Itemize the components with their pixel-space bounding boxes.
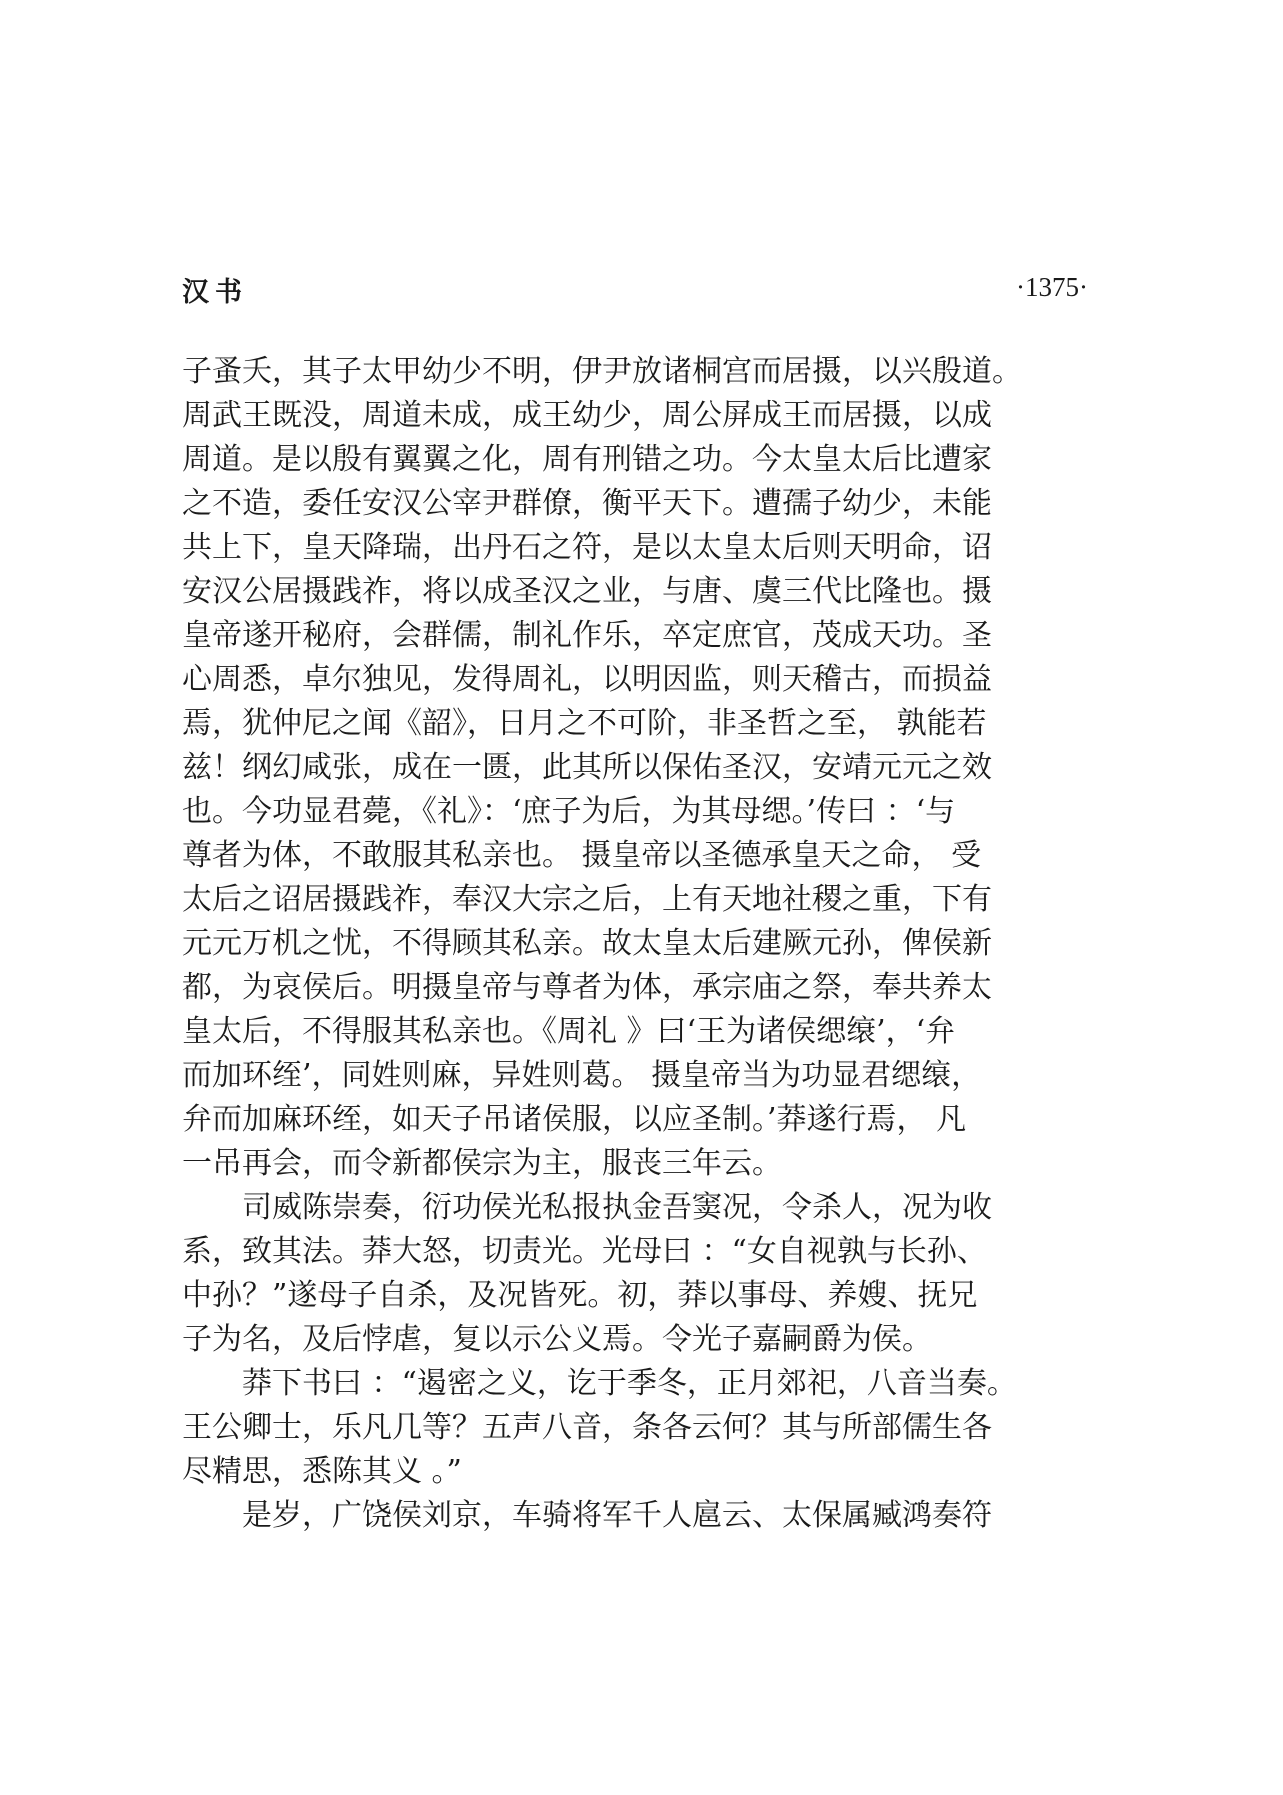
text-line: 安汉公居摄践祚，将以成圣汉之业，与唐、虞三代比隆也。摄 <box>182 574 992 609</box>
text-line: 司威陈崇奏，衍功侯光私报执金吾窦况，令杀人，况为收 <box>242 1190 992 1225</box>
text-line: 一吊再会，而令新都侯宗为主，服丧三年云。 <box>182 1146 782 1181</box>
text-line: 共上下，皇天降瑞，出丹石之符，是以太皇太后则天明命，诏 <box>182 530 992 565</box>
text-line: 是岁，广饶侯刘京，车骑将军千人扈云、太保属臧鸿奏符 <box>242 1498 992 1533</box>
text-line: 而加环绖’，同姓则麻，异姓则葛。 摄皇帝当为功显君缌缞， <box>182 1058 982 1093</box>
page-number: ·1375· <box>1016 272 1088 302</box>
text-line: 子蚤夭，其子太甲幼少不明，伊尹放诸桐宫而居摄，以兴殷道。 <box>182 354 1022 389</box>
book-title: 汉书 <box>182 277 248 308</box>
text-line: 王公卿士，乐凡几等？五声八音，条各云何？其与所部儒生各 <box>182 1410 992 1445</box>
text-line: 系，致其法。莽大怒，切责光。光母曰 ：“女自视孰与长孙、 <box>182 1234 987 1269</box>
text-line: 子为名，及后悖虐，复以示公义焉。令光子嘉嗣爵为侯。 <box>182 1322 932 1357</box>
text-line: 弁而加麻环绖，如天子吊诸侯服，以应圣制。’莽遂行焉， 凡 <box>182 1102 967 1137</box>
text-line: 元元万机之忧，不得顾其私亲。故太皇太后建厥元孙，俾侯新 <box>182 926 992 961</box>
text-line: 周武王既没，周道未成，成王幼少，周公屏成王而居摄，以成 <box>182 398 992 433</box>
text-line: 周道。是以殷有翼翼之化，周有刑错之功。今太皇太后比遭家 <box>182 442 992 477</box>
text-line: 都，为哀侯后。明摄皇帝与尊者为体，承宗庙之祭，奉共养太 <box>182 970 992 1005</box>
text-line: 兹！纲幻咸张，成在一匮，此其所以保佑圣汉，安靖元元之效 <box>182 750 992 785</box>
text-line: 尊者为体，不敢服其私亲也。 摄皇帝以圣德承皇天之命， 受 <box>182 838 982 873</box>
text-line: 也。今功显君薨，《礼》：‘庶子为后，为其母缌。’传曰 ：‘与 <box>182 794 956 829</box>
text-line: 之不造，委任安汉公宰尹群僚，衡平天下。遭孺子幼少，未能 <box>182 486 992 521</box>
text-line: 太后之诏居摄践祚，奉汉大宗之后，上有天地社稷之重，下有 <box>182 882 992 917</box>
text-line: 心周悉，卓尔独见，发得周礼，以明因监，则天稽古，而损益 <box>182 662 992 697</box>
text-line: 皇帝遂开秘府，会群儒，制礼作乐，卒定庶官，茂成天功。圣 <box>182 618 992 653</box>
page-header <box>182 270 1088 320</box>
text-line: 尽精思，悉陈其义 。” <box>182 1454 462 1489</box>
body-text <box>182 350 1092 1538</box>
text-line: 中孙？”遂母子自杀，及况皆死。初，莽以事母、养嫂、抚兄 <box>182 1278 978 1313</box>
text-line: 皇太后，不得服其私亲也。《周礼 》曰‘王为诸侯缌缞’，‘弁 <box>182 1014 956 1049</box>
text-line: 焉，犹仲尼之闻《韶》，日月之不可阶，非圣哲之至， 孰能若 <box>182 706 987 741</box>
text-line: 莽下书曰 ：“遏密之义，讫于季冬，正月郊祀，八音当奏。 <box>242 1366 1017 1401</box>
